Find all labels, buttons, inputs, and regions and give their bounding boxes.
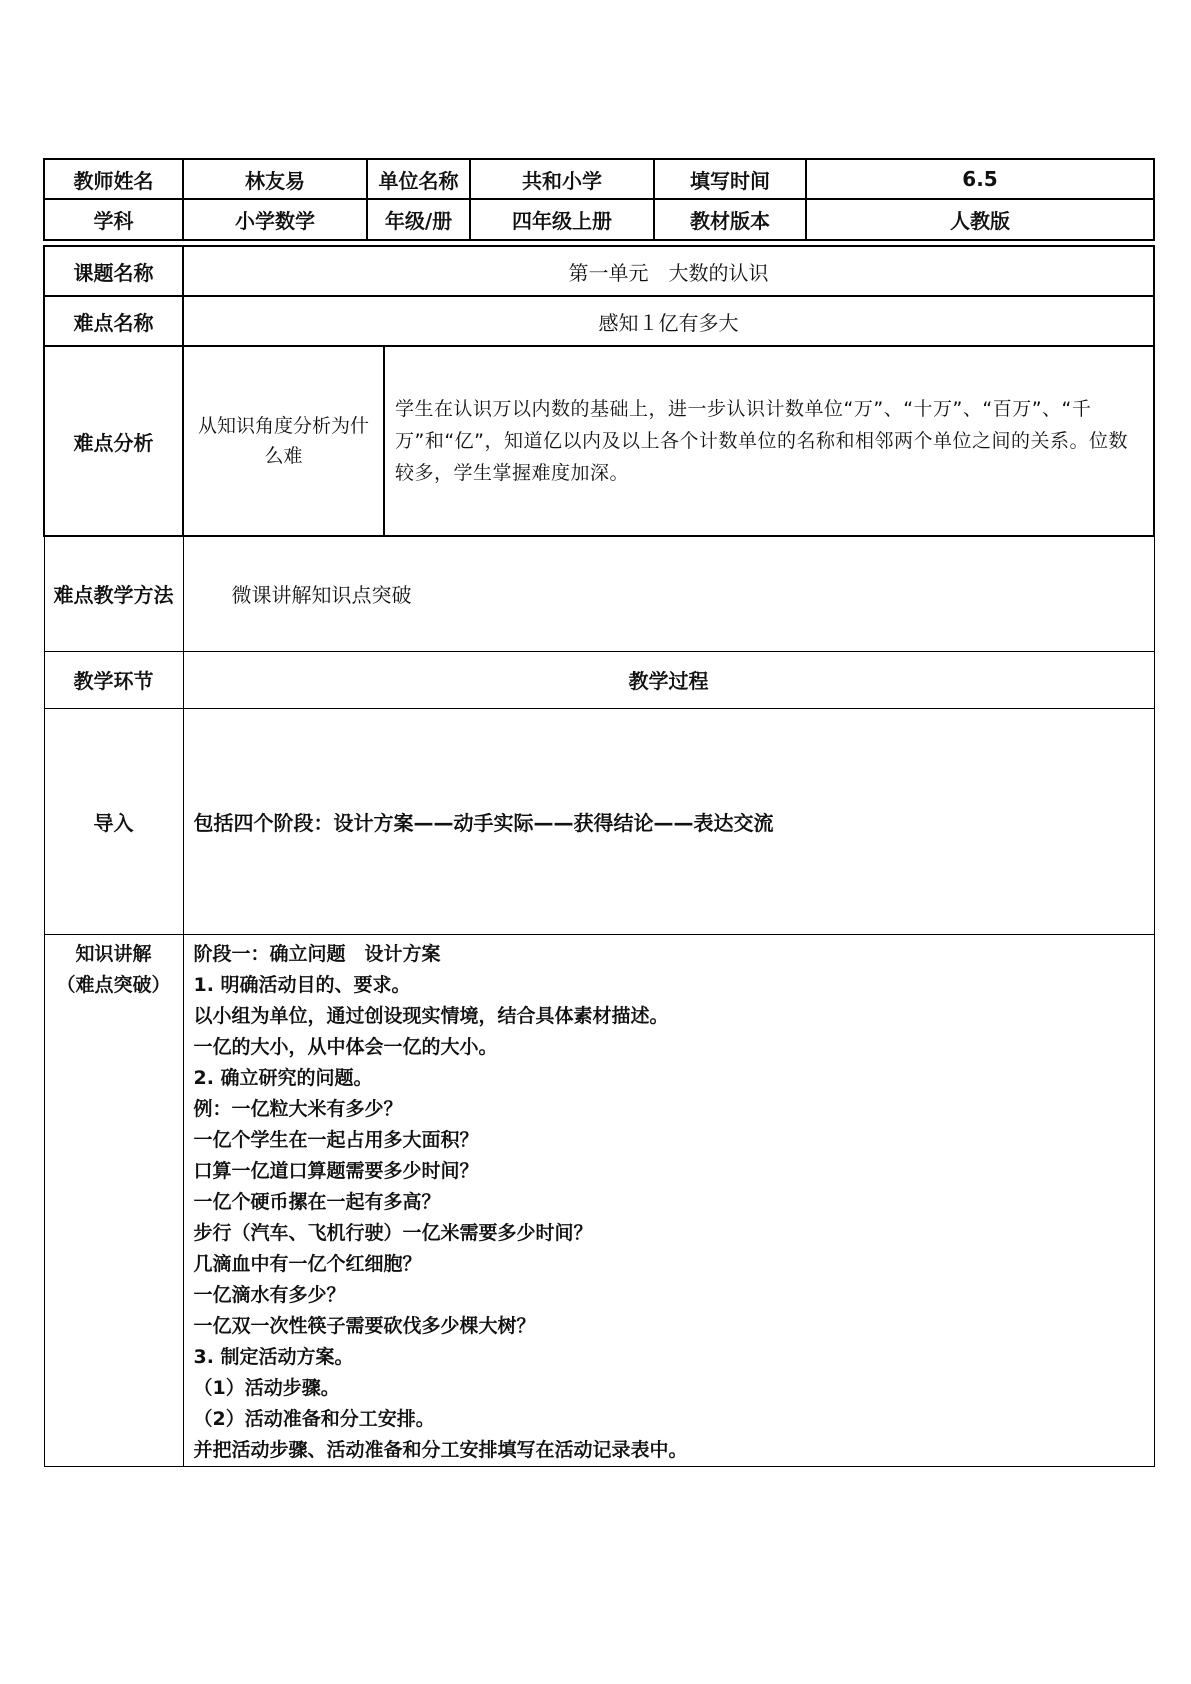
knowledge-line: （1）活动步骤。 xyxy=(193,1376,340,1399)
knowledge-line: 一亿个学生在一起占用多大面积？ xyxy=(193,1128,479,1151)
knowledge-label xyxy=(44,934,183,1466)
topic-label: 课题名称 xyxy=(44,246,183,296)
process-stage-label: 教学环节 xyxy=(44,651,183,708)
knowledge-line: 口算一亿道口算题需要多少时间？ xyxy=(193,1159,479,1182)
grade-value: 四年级上册 xyxy=(470,199,654,240)
difficulty-label: 难点名称 xyxy=(44,296,183,346)
info-table xyxy=(43,158,1155,241)
teacher-name-value: 林友易 xyxy=(183,159,367,199)
knowledge-line: 一亿的大小，从中体会一亿的大小。 xyxy=(193,1035,498,1058)
knowledge-line: 3. 制定活动方案。 xyxy=(193,1345,354,1368)
fill-date-label: 填写时间 xyxy=(654,159,806,199)
method-value: 微课讲解知识点突破 xyxy=(183,536,1154,651)
grade-label: 年级/册 xyxy=(367,199,470,240)
method-label: 难点教学方法 xyxy=(44,536,183,651)
knowledge-line: 几滴血中有一亿个红细胞？ xyxy=(193,1252,422,1275)
analysis-label: 难点分析 xyxy=(44,346,183,536)
analysis-text: 学生在认识万以内数的基础上，进一步认识计数单位“万”、“十万”、“百万”、“千万”和“亿”，知道亿以内及以上各个计数单位的名称和相邻两个单位之间的关系。位数较多，学生掌握难度加深。 xyxy=(384,346,1154,536)
knowledge-line: 以小组为单位，通过创设现实情境，结合具体素材描述。 xyxy=(193,1004,669,1027)
analysis-sub-label: 从知识角度分析为什么难 xyxy=(183,346,384,536)
main-table xyxy=(43,245,1155,1467)
unit-name-label: 单位名称 xyxy=(367,159,470,199)
subject-label: 学科 xyxy=(44,199,183,240)
subject-value: 小学数学 xyxy=(183,199,367,240)
knowledge-content xyxy=(183,934,1154,1466)
fill-date-value: 6.5 xyxy=(806,159,1154,199)
knowledge-line: 1. 明确活动目的、要求。 xyxy=(193,973,411,996)
knowledge-label-line1: 知识讲解 xyxy=(75,942,152,965)
edition-label: 教材版本 xyxy=(654,199,806,240)
lesson-plan-form xyxy=(43,158,1153,1467)
knowledge-line: 一亿双一次性筷子需要砍伐多少棵大树？ xyxy=(193,1314,536,1337)
knowledge-line: 例：一亿粒大米有多少？ xyxy=(193,1097,403,1120)
knowledge-line: 一亿个硬币摞在一起有多高？ xyxy=(193,1190,441,1213)
process-header: 教学过程 xyxy=(183,651,1154,708)
knowledge-label-line2: （难点突破） xyxy=(56,973,171,996)
edition-value: 人教版 xyxy=(806,199,1154,240)
knowledge-line: 阶段一：确立问题 设计方案 xyxy=(193,942,441,965)
intro-label: 导入 xyxy=(44,708,183,934)
knowledge-line: 步行（汽车、飞机行驶）一亿米需要多少时间？ xyxy=(193,1221,593,1244)
intro-value: 包括四个阶段：设计方案——动手实际——获得结论——表达交流 xyxy=(183,708,1154,934)
knowledge-line: 并把活动步骤、活动准备和分工安排填写在活动记录表中。 xyxy=(193,1438,688,1461)
knowledge-line: 2. 确立研究的问题。 xyxy=(193,1066,373,1089)
unit-name-value: 共和小学 xyxy=(470,159,654,199)
knowledge-line: （2）活动准备和分工安排。 xyxy=(193,1407,435,1430)
knowledge-line: 一亿滴水有多少？ xyxy=(193,1283,346,1306)
topic-value: 第一单元 大数的认识 xyxy=(183,246,1154,296)
teacher-name-label: 教师姓名 xyxy=(44,159,183,199)
difficulty-value: 感知１亿有多大 xyxy=(183,296,1154,346)
